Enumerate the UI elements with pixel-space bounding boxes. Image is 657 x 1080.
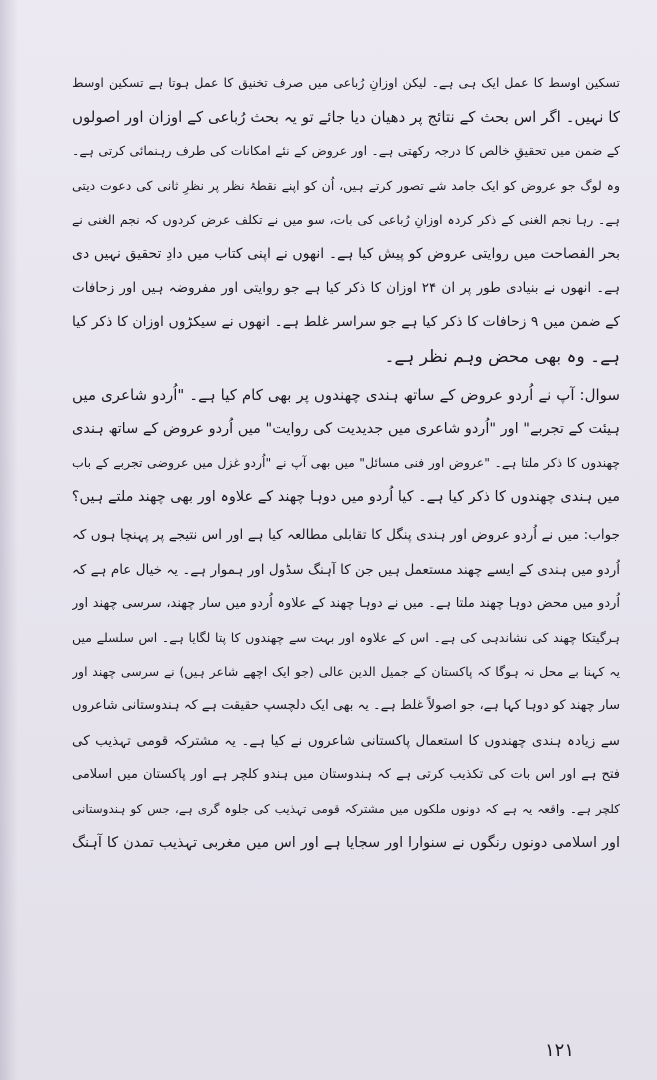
paragraph-2-question <box>72 378 620 515</box>
page-edge-shadow <box>0 0 18 1080</box>
text-line: ہیئت کے تجربے" اور "اُردو شاعری میں جدیدیت کی روایت" میں اُردو عروض کے ساتھ ہندی <box>72 420 620 437</box>
text-line: ہے۔ انھوں نے بنیادی طور پر ان ۲۴ اوزان کا ذکر کیا ہے جو روایتی اور مفروضہ ہیں اور زحافات <box>72 280 620 297</box>
text-line: کے ضمن میں ۹ زحافات کا ذکر کیا ہے جو سراسر غلط ہے۔ انھوں نے سیکڑوں اوزان کا ذکر کیا <box>72 314 620 331</box>
text-line: اُردو میں محض دوہا چھند ملتا ہے۔ میں نے دوہا چھند کے علاوہ اُردو میں سار چھند، سرسی چھند اور <box>72 595 620 611</box>
page-number: ۱۲۱ <box>545 1040 575 1061</box>
paragraph-3-answer <box>72 518 620 860</box>
text-line: میں ہندی چھندوں کا ذکر کیا ہے۔ کیا اُردو میں دوہا چھند کے علاوہ اور بھی چھند ملتے ہیں؟ <box>72 489 620 506</box>
text-line: تسکین اوسط کا عمل ایک ہی ہے۔ لیکن اوزانِ رُباعی میں صرف تخنیق کا عمل ہوتا ہے تسکین اوسط <box>72 75 620 90</box>
text-line: بحر الفصاحت میں روایتی عروض کو پیش کیا ہے۔ انھوں نے اپنی کتاب میں دادِ تحقیق نہیں دی <box>72 245 620 262</box>
page-text <box>72 66 620 860</box>
text-line: کلچر ہے۔ واقعہ یہ ہے کہ دونوں ملکوں میں مشترکہ قومی تہذیب کی جلوہ گری ہے، جس کو ہندوستانی <box>72 801 620 816</box>
text-line: اور اسلامی دونوں رنگوں نے سنوارا اور سجایا ہے اور اس میں مغربی تہذیب تمدن کا آہنگ <box>72 835 620 852</box>
paragraph-1 <box>72 66 620 374</box>
text-line: یہ کہنا بے محل نہ ہوگا کہ پاکستان کے جمیل الدین عالی (جو ایک اچھے شاعر ہیں) نے سرسی چھند اور <box>72 664 620 680</box>
text-line: سوال: آپ نے اُردو عروض کے ساتھ ہندی چھندوں پر بھی کام کیا ہے۔ "اُردو شاعری میں <box>72 385 620 404</box>
text-line: ہے۔ وہ بھی محض وہم نظر ہے۔ <box>384 346 620 367</box>
text-line: ہے۔ رہا نجم الغنی کے ذکر کردہ اوزانِ رُباعی کی بات، سو میں نے تکلف عرض کردوں کہ نجم الغنی نے <box>72 211 620 227</box>
text-line: وہ لوگ جو عروض کو ایک جامد شے تصور کرتے ہیں، اُن کو اپنے نقطۂ نظر پر نظرِ ثانی کی دعوت دیتی <box>72 177 620 193</box>
text-line: کا نہیں۔ اگر اس بحث کے نتائج پر دھیان دیا جائے تو یہ بحث رُباعی کے اوزان اور اصولوں <box>72 108 620 127</box>
text-line: فتح ہے اور اس بات کی تکذیب کرتی ہے کہ ہندوستان میں ہندو کلچر ہے اور پاکستان میں اسلامی <box>72 766 620 782</box>
text-line: ہرگیتکا چھند کی نشاندہی کی ہے۔ اس کے علاوہ اور بہت سے چھندوں کا پتا لگایا ہے۔ اس سلسلے میں <box>72 630 620 645</box>
text-line: چھندوں کا ذکر ملتا ہے۔ "عروض اور فنی مسائل" میں بھی آپ نے "اُردو غزل میں عروضی تجربے کے باب <box>72 455 620 471</box>
text-line: جواب: میں نے اُردو عروض اور ہندی پنگل کا تقابلی مطالعہ کیا ہے اور اس نتیجے پر پہنچا ہوں کہ <box>72 527 620 544</box>
text-line: سار چھند کو دوہا کہا ہے، جو اصولاً غلط ہے۔ یہ بھی ایک دلچسپ حقیقت ہے کہ ہندوستانی شاعروں <box>72 698 620 714</box>
text-line: سے زیادہ ہندی چھندوں کا استعمال پاکستانی شاعروں نے کیا ہے۔ یہ مشترکہ قومی تہذیب کی <box>72 732 620 749</box>
text-line: اُردو میں ہندی کے ایسے چھند مستعمل ہیں جن کا آہنگ سڈول اور ہموار ہے۔ یہ خیال عام ہے کہ <box>72 561 620 578</box>
text-line: کے ضمن میں تحقیقِ خالص کا درجہ رکھتی ہے۔ اور عروض کے نئے امکانات کی طرف رہنمائی کرتی ہے۔ <box>72 143 620 159</box>
